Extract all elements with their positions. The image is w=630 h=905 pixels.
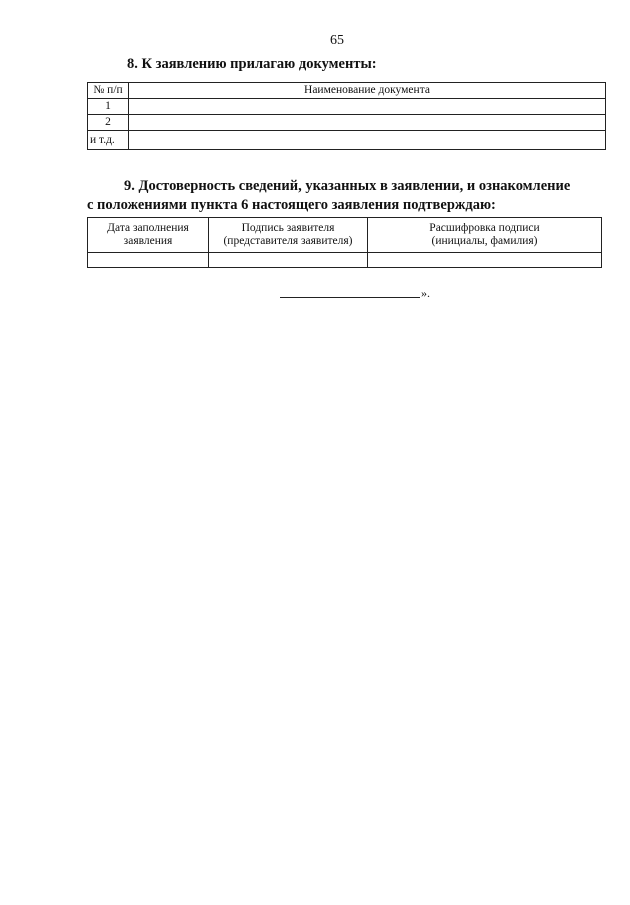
section-8-heading: 8. К заявлению прилагаю документы: <box>127 56 377 72</box>
header-line: Расшифровка подписи <box>429 222 540 234</box>
signature-cell[interactable] <box>209 253 368 268</box>
section-9-heading-line1: 9. Достоверность сведений, указанных в заявлении, и ознакомление <box>124 178 571 194</box>
column-header-document-name: Наименование документа <box>129 83 606 99</box>
header-line: заявления <box>123 235 173 247</box>
header-line: Дата заполнения <box>107 222 189 234</box>
row-number: 2 <box>88 115 129 131</box>
table-header-row <box>88 83 606 99</box>
row-number: и т.д. <box>88 131 129 150</box>
table-row <box>88 253 602 268</box>
closing-quote: ». <box>421 286 430 300</box>
header-line: (представителя заявителя) <box>223 235 353 247</box>
signature-transcript-cell[interactable] <box>368 253 602 268</box>
table-header-row <box>88 218 602 253</box>
table-row <box>88 115 606 131</box>
table-row <box>88 131 606 150</box>
table-row <box>88 99 606 115</box>
date-cell[interactable] <box>88 253 209 268</box>
document-name-cell[interactable] <box>129 131 606 150</box>
blank-line <box>280 297 420 298</box>
documents-table <box>87 82 606 150</box>
column-header-signature-transcript <box>368 218 602 253</box>
section-9-heading-line2: с положениями пункта 6 настоящего заявления подтверждаю: <box>87 197 496 213</box>
page-number: 65 <box>330 33 344 48</box>
column-header-number: № п/п <box>88 83 129 99</box>
column-header-date <box>88 218 209 253</box>
document-name-cell[interactable] <box>129 99 606 115</box>
row-number: 1 <box>88 99 129 115</box>
header-line: (инициалы, фамилия) <box>431 235 538 247</box>
header-line: Подпись заявителя <box>241 222 335 234</box>
column-header-signature <box>209 218 368 253</box>
document-name-cell[interactable] <box>129 115 606 131</box>
confirmation-table <box>87 217 602 268</box>
